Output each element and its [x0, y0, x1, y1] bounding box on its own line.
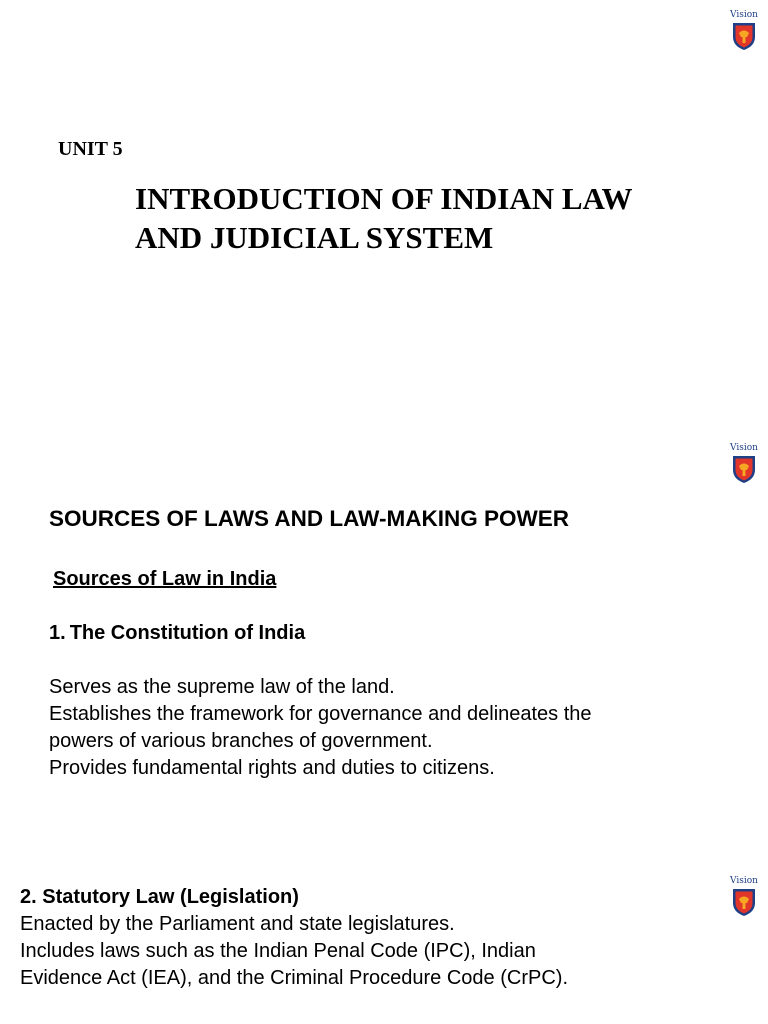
- item-number: 1.: [49, 622, 66, 644]
- logo-text: Vision: [730, 10, 758, 20]
- shield-emblem-icon: [731, 454, 757, 484]
- title-line-1: INTRODUCTION OF INDIAN LAW: [135, 181, 633, 216]
- slide-1: [0, 0, 768, 433]
- body-text: [20, 911, 700, 992]
- shield-emblem-icon: [731, 887, 757, 917]
- body-line: Provides fundamental rights and duties to citizens.: [49, 757, 495, 779]
- logo-text: Vision: [730, 443, 758, 453]
- title-line-2: AND JUDICIAL SYSTEM: [135, 220, 494, 255]
- body-line: Includes laws such as the Indian Penal Code (IPC), Indian: [20, 940, 536, 962]
- vision-logo: [730, 443, 758, 484]
- section-heading: SOURCES OF LAWS AND LAW-MAKING POWER: [49, 506, 569, 531]
- body-line: Evidence Act (IEA), and the Criminal Procedure Code (CrPC).: [20, 967, 568, 989]
- body-line: Serves as the supreme law of the land.: [49, 676, 395, 698]
- list-item-heading: 2. Statutory Law (Legislation): [20, 886, 299, 908]
- vision-logo: [730, 876, 758, 917]
- body-text: [49, 674, 729, 782]
- shield-emblem-icon: [731, 21, 757, 51]
- item-title: The Constitution of India: [69, 622, 306, 644]
- slide-2: [0, 433, 768, 866]
- logo-text: Vision: [730, 876, 758, 886]
- body-line: Enacted by the Parliament and state legislatures.: [20, 913, 455, 935]
- body-line: powers of various branches of government.: [49, 730, 433, 752]
- unit-label: UNIT 5: [58, 138, 123, 160]
- list-item-heading: [49, 620, 305, 646]
- slide-3: [0, 866, 768, 1024]
- sub-heading: Sources of Law in India: [53, 568, 277, 590]
- vision-logo: [730, 10, 758, 51]
- body-line: Establishes the framework for governance and delineates the: [49, 703, 592, 725]
- page-title: [135, 179, 695, 257]
